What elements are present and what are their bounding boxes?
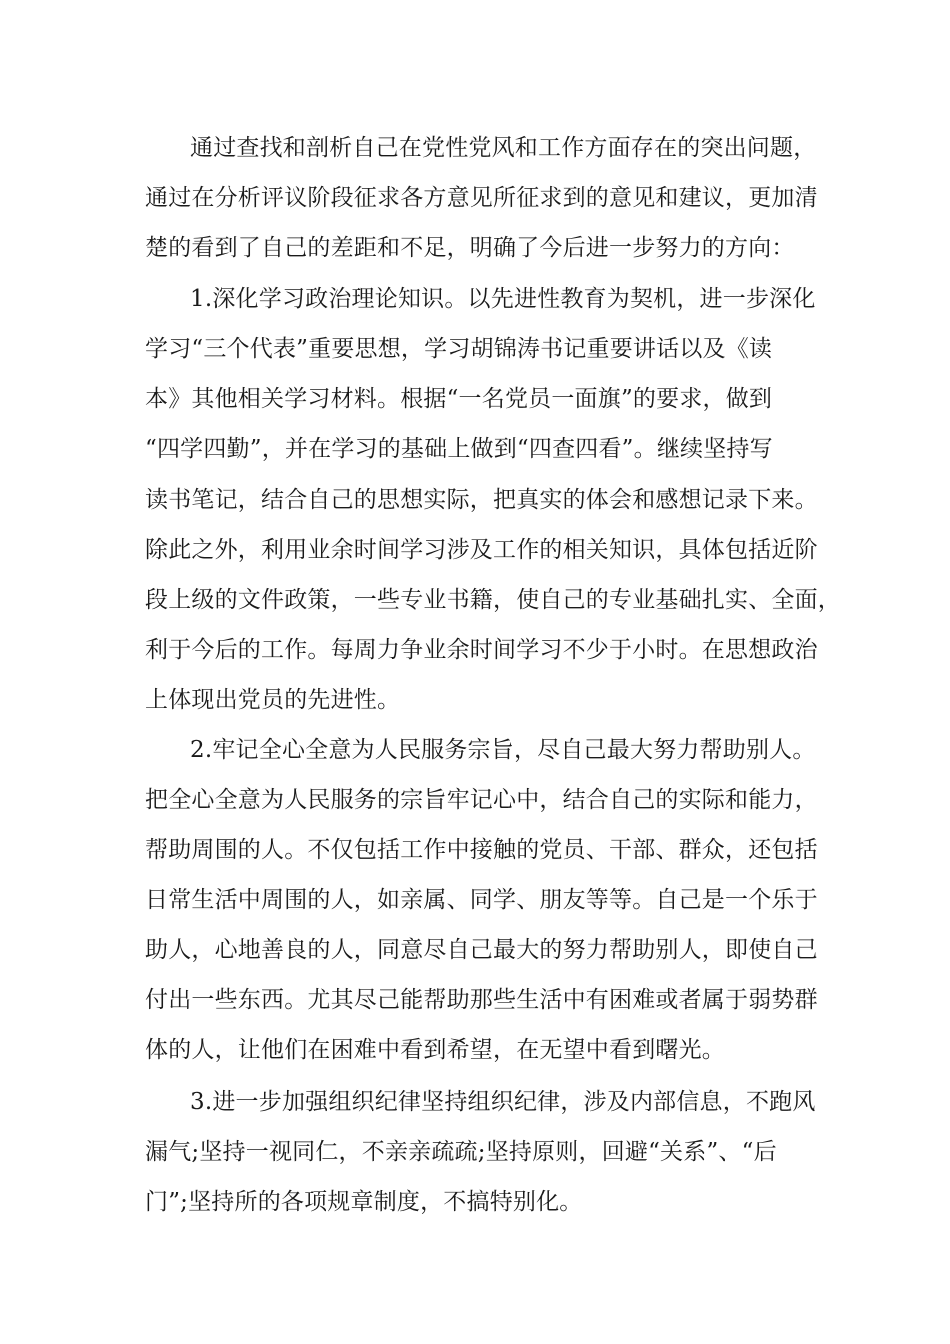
paragraph-line: 本》其他相关学习材料。根据“一名党员一面旗”的要求，做到 (145, 386, 773, 412)
paragraph-line: 帮助周围的人。不仅包括工作中接触的党员、干部、群众，还包括 (145, 837, 818, 863)
paragraph-line: 上体现出党员的先进性。 (145, 687, 401, 713)
paragraph-line: 1.深化学习政治理论知识。以先进性教育为契机，进一步深化 (190, 286, 816, 312)
paragraph-line: 日常生活中周围的人，如亲属、同学、朋友等等。自己是一个乐于 (145, 887, 818, 913)
paragraph-line: 漏气;坚持一视同仁，不亲亲疏疏;坚持原则，回避“关系”、“后 (145, 1139, 777, 1165)
paragraph-line: 助人，心地善良的人，同意尽自己最大的努力帮助别人，即使自己 (145, 937, 818, 963)
paragraph-line: 除此之外，利用业余时间学习涉及工作的相关知识，具体包括近阶 (145, 537, 818, 563)
paragraph-line: 把全心全意为人民服务的宗旨牢记心中，结合自己的实际和能力， (145, 787, 818, 813)
paragraph-line: “四学四勤”，并在学习的基础上做到“四查四看”。继续坚持写 (145, 436, 773, 462)
paragraph-line: 通过在分析评议阶段征求各方意见所征求到的意见和建议，更加清 (145, 185, 818, 211)
paragraph-line: 楚的看到了自己的差距和不足，明确了今后进一步努力的方向： (145, 235, 795, 261)
paragraph-line: 2.牢记全心全意为人民服务宗旨，尽自己最大努力帮助别人。 (190, 737, 816, 763)
paragraph-line: 读书笔记，结合自己的思想实际，把真实的体会和感想记录下来。 (145, 487, 818, 513)
paragraph-line: 付出一些东西。尤其尽己能帮助那些生活中有困难或者属于弱势群 (145, 987, 818, 1013)
paragraph-line: 学习“三个代表”重要思想，学习胡锦涛书记重要讲话以及《读 (145, 336, 773, 362)
paragraph-line: 体的人，让他们在困难中看到希望，在无望中看到曙光。 (145, 1037, 725, 1063)
paragraph-line: 利于今后的工作。每周力争业余时间学习不少于小时。在思想政治 (145, 637, 818, 663)
paragraph-line: 3.进一步加强组织纪律坚持组织纪律，涉及内部信息，不跑风 (190, 1089, 816, 1115)
paragraph-line: 段上级的文件政策，一些专业书籍，使自己的专业基础扎实、全面， (145, 587, 841, 613)
paragraph-line: 门”;坚持所的各项规章制度，不搞特别化。 (145, 1189, 583, 1215)
paragraph-line: 通过查找和剖析自己在党性党风和工作方面存在的突出问题， (190, 135, 817, 161)
